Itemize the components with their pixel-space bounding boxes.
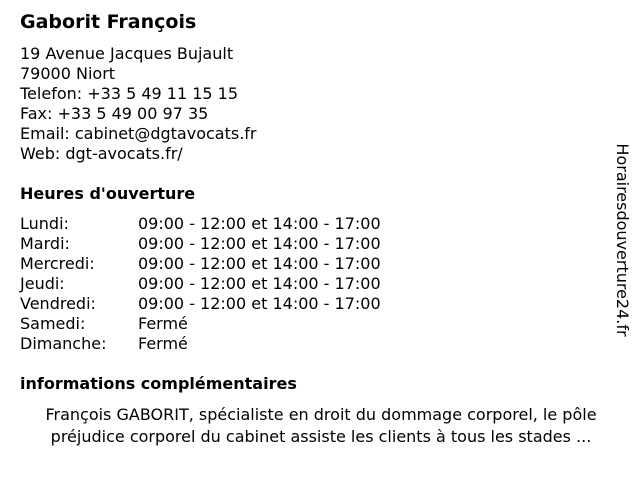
- hours-row-friday: [20, 294, 440, 314]
- hours-time: 09:00 - 12:00 et 14:00 - 17:00: [138, 254, 381, 273]
- hours-day: Mardi:: [20, 234, 70, 253]
- business-description: François GABORIT, spécialiste en droit du dommage corporel, le pôle préjudice corporel du cabinet assiste les clients à tous les stades ...: [45, 405, 597, 446]
- hours-row-wednesday: [20, 254, 440, 274]
- hours-row-tuesday: [20, 234, 440, 254]
- hours-time: 09:00 - 12:00 et 14:00 - 17:00: [138, 234, 381, 253]
- hours-row-sunday: [20, 334, 440, 354]
- web-line: Web: dgt-avocats.fr/: [20, 144, 183, 163]
- hours-row-monday: [20, 214, 440, 234]
- additional-info-heading: informations complémentaires: [20, 374, 297, 393]
- hours-row-thursday: [20, 274, 440, 294]
- fax-line: Fax: +33 5 49 00 97 35: [20, 104, 209, 123]
- address-city: 79000 Niort: [20, 64, 116, 83]
- hours-day: Lundi:: [20, 214, 69, 233]
- hours-day: Dimanche:: [20, 334, 107, 353]
- hours-day: Jeudi:: [20, 274, 65, 293]
- email-line: Email: cabinet@dgtavocats.fr: [20, 124, 257, 143]
- hours-day: Vendredi:: [20, 294, 96, 313]
- opening-hours-heading: Heures d'ouverture: [20, 184, 196, 203]
- hours-time: 09:00 - 12:00 et 14:00 - 17:00: [138, 274, 381, 293]
- hours-time: Fermé: [138, 334, 188, 353]
- watermark-text: Horairesdouverture24.fr: [613, 143, 632, 337]
- hours-row-saturday: [20, 314, 440, 334]
- hours-day: Samedi:: [20, 314, 86, 333]
- phone-line: Telefon: +33 5 49 11 15 15: [20, 84, 239, 103]
- hours-time: Fermé: [138, 314, 188, 333]
- hours-time: 09:00 - 12:00 et 14:00 - 17:00: [138, 294, 381, 313]
- hours-day: Mercredi:: [20, 254, 95, 273]
- address-street: 19 Avenue Jacques Bujault: [20, 44, 234, 63]
- hours-time: 09:00 - 12:00 et 14:00 - 17:00: [138, 214, 381, 233]
- business-name: Gaborit François: [20, 11, 197, 33]
